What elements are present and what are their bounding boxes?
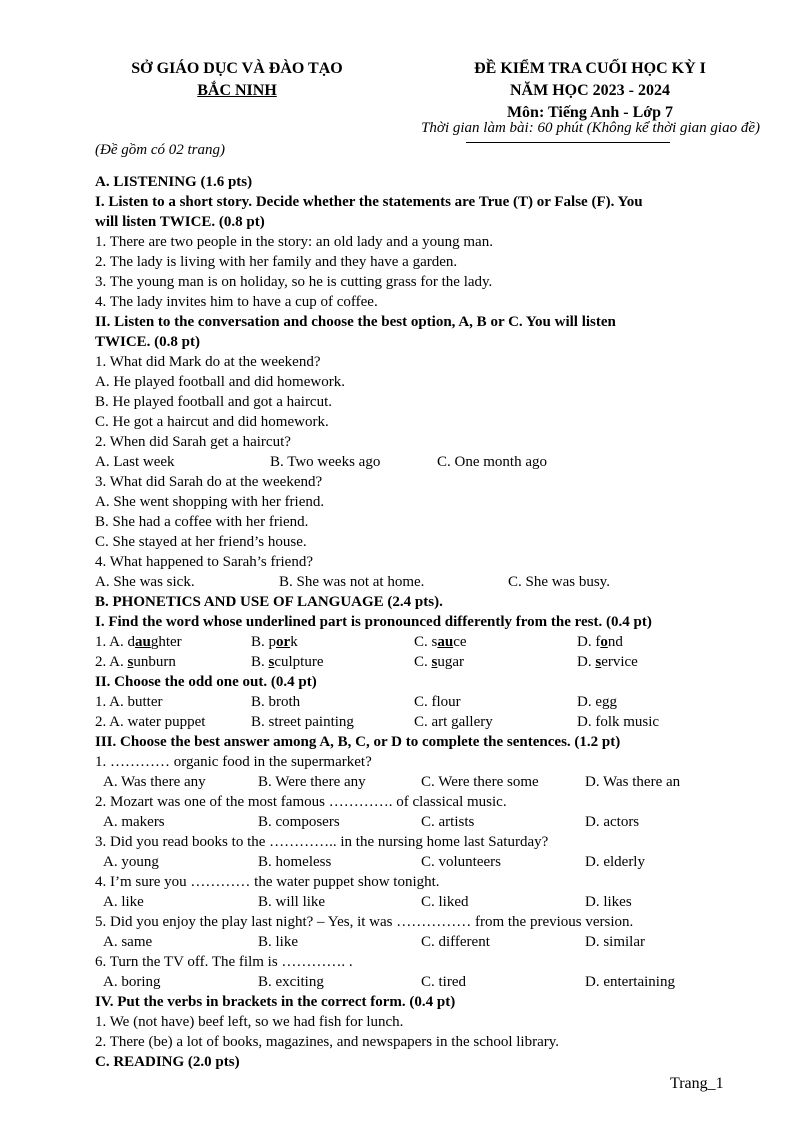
section-a-title: A. LISTENING (1.6 pts) [95,174,253,190]
a2-option: B. Two weeks ago [270,454,381,470]
a2-option: A. She went shopping with her friend. [95,494,325,510]
b3-question: 3. Did you read books to the ………….. in the nursing home last Saturday? [95,834,549,850]
a1-title-line2: will listen TWICE. (0.8 pt) [95,214,265,230]
a2-option: C. She was busy. [508,574,610,590]
a2-title-line2: TWICE. (0.8 pt) [95,334,201,350]
b3-options-row [95,932,745,952]
a2-question: 1. What did Mark do at the weekend? [95,354,321,370]
b2-option: 2. A. water puppet [95,714,206,730]
b3-question: 5. Did you enjoy the play last night? – Yes, it was …………… from the previous version. [95,914,634,930]
b3-option: D. similar [585,934,645,950]
b3-option: A. makers [103,814,165,830]
b3-option: A. like [103,894,144,910]
a2-option: A. Last week [95,454,175,470]
b3-option: C. liked [421,894,469,910]
b3-option: A. Was there any [103,774,206,790]
a2-title-line1: II. Listen to the conversation and choose the best option, A, B or C. You will listen [95,314,616,330]
subject: Môn: Tiếng Anh - Lớp 7 [506,104,674,121]
a2-options-row [95,452,745,472]
exam-content [95,172,745,1072]
b1-row [95,652,745,672]
b3-options-row [95,972,745,992]
b1-title: I. Find the word whose underlined part is pronounced differently from the rest. (0.4 pt) [95,614,652,630]
b4-item: 2. There (be) a lot of books, magazines, and newspapers in the school library. [95,1034,560,1050]
a2-option: C. He got a haircut and did homework. [95,414,329,430]
a2-option: B. He played football and got a haircut. [95,394,333,410]
a1-item: 1. There are two people in the story: an old lady and a young man. [95,234,493,250]
a1-item: 3. The young man is on holiday, so he is cutting grass for the lady. [95,274,493,290]
b2-option: 1. A. butter [95,694,163,710]
b2-row [95,712,745,732]
b3-option: C. tired [421,974,466,990]
department-name: SỞ GIÁO DỤC VÀ ĐÀO TẠO [131,60,343,77]
b2-option: B. broth [251,694,301,710]
b3-option: D. entertaining [585,974,675,990]
b3-option: B. like [258,934,298,950]
b2-option: B. street painting [251,714,354,730]
b1-option: D. fond [577,634,623,650]
a2-option: C. One month ago [437,454,547,470]
a2-question: 2. When did Sarah get a haircut? [95,434,291,450]
exam-header [420,58,760,124]
b3-options-row [95,772,745,792]
department-header [92,58,382,102]
b2-option: D. folk music [577,714,660,730]
a2-option: C. She stayed at her friend’s house. [95,534,307,550]
b1-option: B. pork [251,634,298,650]
a2-options-row [95,572,745,592]
header-divider [466,142,670,143]
b1-option: B. sculpture [251,654,324,670]
exam-title: ĐỀ KIỂM TRA CUỐI HỌC KỲ I [474,60,706,77]
b3-option: D. likes [585,894,632,910]
b3-option: D. Was there an [585,774,681,790]
b3-option: B. homeless [258,854,332,870]
b3-option: B. Were there any [258,774,366,790]
b3-option: B. composers [258,814,340,830]
b4-item: 1. We (not have) beef left, so we had fish for lunch. [95,1014,404,1030]
a2-option: A. He played football and did homework. [95,374,345,390]
b3-options-row [95,812,745,832]
b3-option: B. will like [258,894,326,910]
b4-title: IV. Put the verbs in brackets in the correct form. (0.4 pt) [95,994,456,1010]
section-b-title: B. PHONETICS AND USE OF LANGUAGE (2.4 pts). [95,594,443,610]
b2-option: C. art gallery [414,714,493,730]
time-allowed: Thời gian làm bài: 60 phút (Không kể thời gian giao đề) [421,120,760,136]
a2-option: A. She was sick. [95,574,195,590]
b3-option: C. Were there some [421,774,539,790]
b3-option: A. same [103,934,153,950]
b1-row [95,632,745,652]
a1-item: 2. The lady is living with her family and they have a garden. [95,254,458,270]
b3-option: C. volunteers [421,854,501,870]
a2-question: 3. What did Sarah do at the weekend? [95,474,323,490]
b3-title: III. Choose the best answer among A, B, C, or D to complete the sentences. (1.2 pt) [95,734,621,750]
a2-question: 4. What happened to Sarah’s friend? [95,554,313,570]
b3-question: 1. ………… organic food in the supermarket? [95,754,372,770]
a2-option: B. She had a coffee with her friend. [95,514,309,530]
section-c-title: C. READING (2.0 pts) [95,1054,240,1070]
b3-option: C. artists [421,814,475,830]
b1-option: C. sauce [414,634,467,650]
b2-row [95,692,745,712]
province-name: BẮC NINH [197,82,277,99]
b3-option: C. different [421,934,490,950]
b1-option: C. sugar [414,654,465,670]
b3-options-row [95,852,745,872]
b3-option: A. young [103,854,159,870]
page-number: Trang_1 [670,1075,724,1092]
b3-option: D. actors [585,814,640,830]
b3-question: 6. Turn the TV off. The film is …………. . [95,954,353,970]
b3-question: 2. Mozart was one of the most famous …………. of classical music. [95,794,507,810]
b3-option: A. boring [103,974,161,990]
b2-title: II. Choose the odd one out. (0.4 pt) [95,674,317,690]
b2-option: D. egg [577,694,617,710]
b1-option: 1. A. daughter [95,634,182,650]
b1-option: D. service [577,654,638,670]
b1-option: 2. A. sunburn [95,654,176,670]
a2-option: B. She was not at home. [279,574,425,590]
b2-option: C. flour [414,694,461,710]
b3-option: D. elderly [585,854,645,870]
b3-option: B. exciting [258,974,324,990]
school-year: NĂM HỌC 2023 - 2024 [510,82,670,99]
a1-title-line1: I. Listen to a short story. Decide whether the statements are True (T) or False (F). You [95,194,643,210]
pages-note: (Đề gồm có 02 trang) [95,142,225,158]
a1-item: 4. The lady invites him to have a cup of coffee. [95,294,378,310]
b3-options-row [95,892,745,912]
b3-question: 4. I’m sure you ………… the water puppet show tonight. [95,874,440,890]
